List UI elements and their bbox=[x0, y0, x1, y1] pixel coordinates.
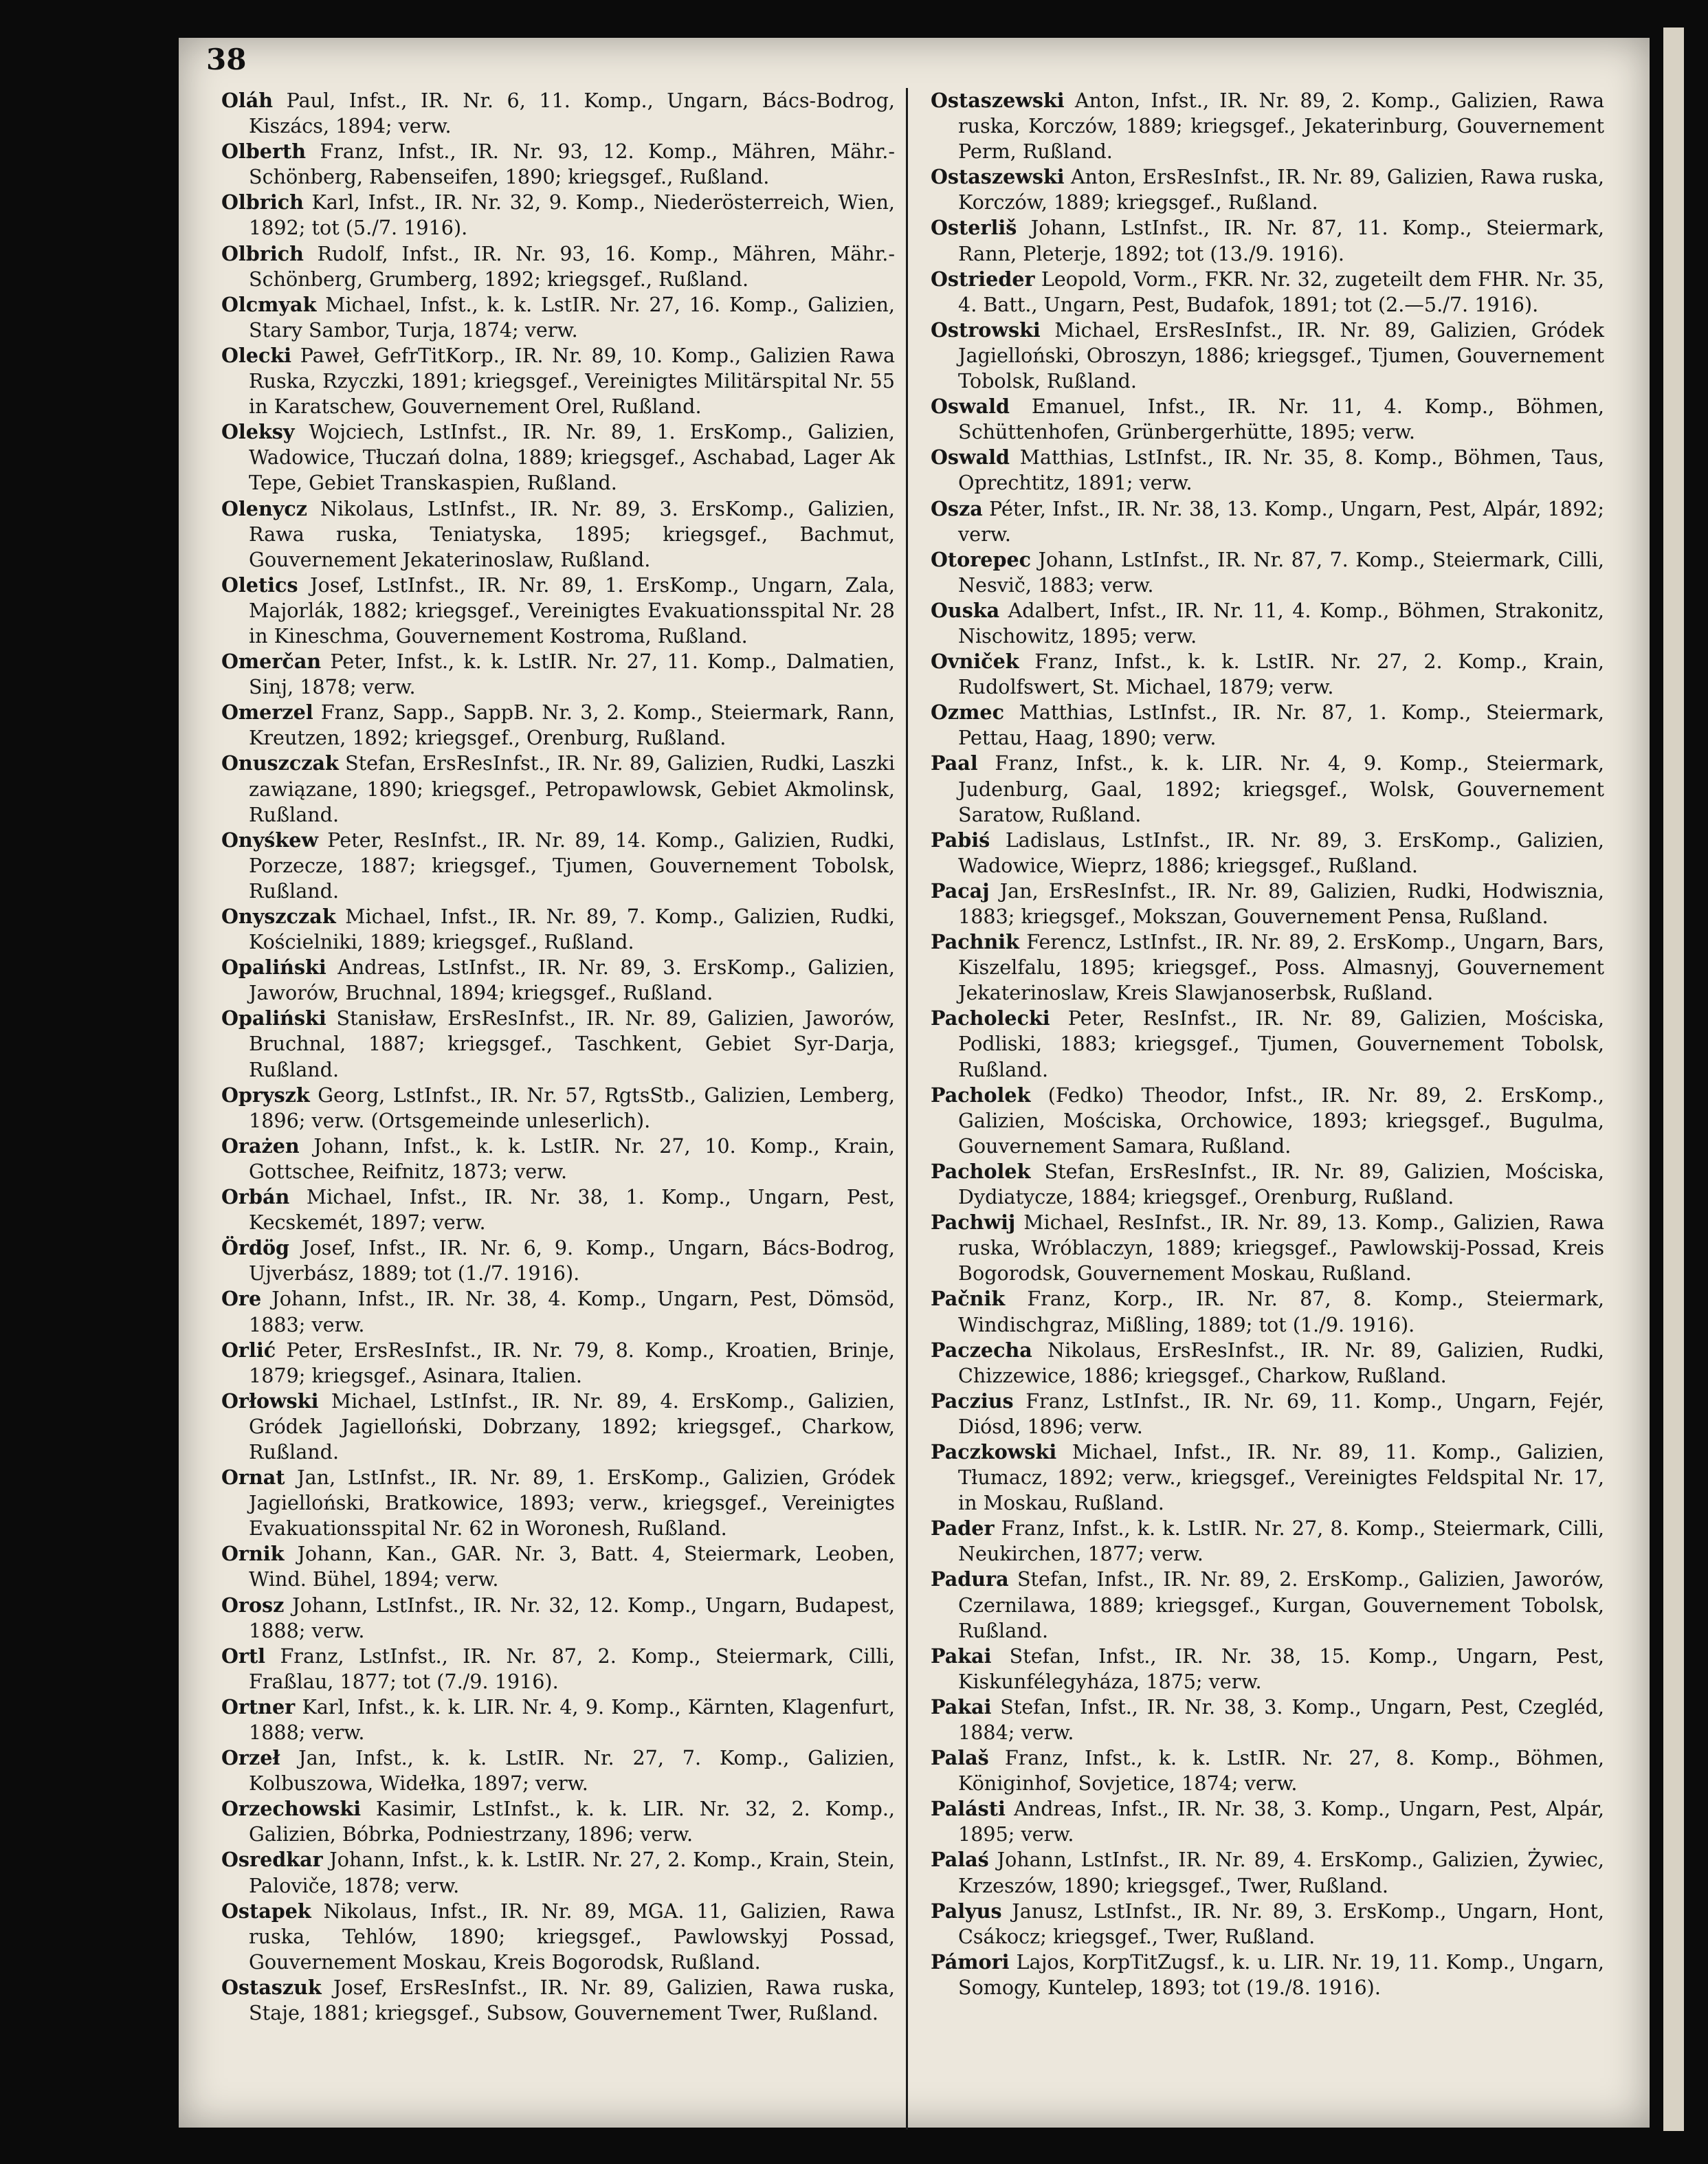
entry-surname: Ostrieder bbox=[931, 267, 1035, 291]
entry-surname: Omerzel bbox=[221, 700, 313, 725]
casualty-entry bbox=[931, 547, 1604, 598]
casualty-entry bbox=[221, 904, 895, 955]
entry-details: Josef, ErsResInfst., IR. Nr. 89, Galizien, Rawa ruska, Staje, 1881; kriegsgef., Subsow, Gouvernement Twer, Rußland. bbox=[249, 1975, 895, 2025]
entry-surname: Pachnik bbox=[931, 930, 1019, 954]
entry-surname: Palyus bbox=[931, 1899, 1002, 1923]
casualty-entry bbox=[931, 267, 1604, 318]
entry-details: Rudolf, Infst., IR. Nr. 93, 16. Komp., Mähren, Mähr.-Schönberg, Grumberg, 1892; kriegsgef., Rußland. bbox=[249, 241, 895, 291]
entry-surname: Oláh bbox=[221, 89, 274, 112]
entry-surname: Olenycz bbox=[221, 496, 308, 520]
entry-surname: Paal bbox=[931, 751, 978, 775]
casualty-entry bbox=[221, 828, 895, 904]
casualty-entry bbox=[221, 1465, 895, 1541]
entry-details: Jan, ErsResInfst., IR. Nr. 89, Galizien, Rudki, Hodwisznia, 1883; kriegsgef., Mokszan, Gouvernement Pensa, Rußland. bbox=[958, 879, 1604, 928]
entry-details: Franz, LstInfst., IR. Nr. 69, 11. Komp., Ungarn, Fejér, Diósd, 1896; verw. bbox=[958, 1389, 1604, 1438]
entry-details: Kasimir, LstInfst., k. k. LIR. Nr. 32, 2. Komp., Galizien, Bóbrka, Podniestrzany, 1896; verw. bbox=[249, 1797, 895, 1846]
entry-details: Peter, Infst., k. k. LstIR. Nr. 27, 11. Komp., Dalmatien, Sinj, 1878; verw. bbox=[249, 650, 895, 699]
entry-details: Emanuel, Infst., IR. Nr. 11, 4. Komp., Böhmen, Schüttenhofen, Grünbergerhütte, 1895; verw. bbox=[958, 395, 1604, 444]
entry-surname: Olcmyak bbox=[221, 292, 317, 316]
entry-details: Andreas, Infst., IR. Nr. 38, 3. Komp., Ungarn, Pest, Alpár, 1895; verw. bbox=[958, 1797, 1604, 1846]
casualty-entry bbox=[221, 1338, 895, 1389]
entry-surname: Ortl bbox=[221, 1644, 266, 1668]
casualty-entry bbox=[221, 1235, 895, 1286]
casualty-entry bbox=[221, 88, 895, 139]
entry-details: Stefan, Infst., IR. Nr. 38, 15. Komp., Ungarn, Pest, Kiskunfélegyháza, 1875; verw. bbox=[958, 1644, 1604, 1693]
entry-surname: Ostrowski bbox=[931, 318, 1041, 342]
entry-surname: Olecki bbox=[221, 343, 292, 367]
casualty-entry bbox=[931, 1159, 1604, 1210]
casualty-entry bbox=[931, 1210, 1604, 1286]
casualty-entry bbox=[221, 649, 895, 700]
entry-surname: Opaliński bbox=[221, 956, 326, 980]
casualty-entry bbox=[221, 1847, 895, 1898]
casualty-entry bbox=[931, 496, 1604, 547]
casualty-entry bbox=[221, 1286, 895, 1337]
entry-surname: Ornat bbox=[221, 1466, 285, 1490]
entry-surname: Pacholecki bbox=[931, 1006, 1050, 1030]
entry-surname: Paczkowski bbox=[931, 1439, 1057, 1464]
entry-surname: Orłowski bbox=[221, 1389, 319, 1413]
casualty-entry bbox=[931, 1950, 1604, 2000]
entry-details: Ferencz, LstInfst., IR. Nr. 89, 2. ErsKomp., Ungarn, Bars, Kiszelfalu, 1895; kriegsgef., Poss. Almasnyj, Gouvernement Jekaterinoslaw, Kreis Slawjanoserbsk, Rußland. bbox=[958, 930, 1605, 1005]
entry-details: Peter, ResInfst., IR. Nr. 89, Galizien, Mościska, Podliski, 1883; kriegsgef., Tjumen, Gouvernement Tobolsk, Rußland. bbox=[958, 1006, 1605, 1081]
entry-details: Karl, Infst., k. k. LIR. Nr. 4, 9. Komp., Kärnten, Klagenfurt, 1888; verw. bbox=[249, 1694, 896, 1744]
entry-details: Paweł, GefrTitKorp., IR. Nr. 89, 10. Komp., Galizien Rawa Ruska, Rzyczki, 1891; kriegsgef., Vereinigtes Militärspital Nr. 55 in Karatschew, Gouvernement Orel, Rußland. bbox=[249, 343, 895, 419]
casualty-entry bbox=[931, 751, 1604, 827]
entry-details: Franz, Infst., k. k. LstIR. Nr. 27, 8. Komp., Steiermark, Cilli, Neukirchen, 1877; verw. bbox=[958, 1516, 1604, 1566]
casualty-entry bbox=[931, 1644, 1604, 1694]
entry-details: Stefan, ErsResInfst., IR. Nr. 89, Galizien, Rudki, Laszki zawiązane, 1890; kriegsgef., Petropawlowsk, Gebiet Akmolinsk, Rußland. bbox=[249, 751, 895, 826]
casualty-entry bbox=[931, 1796, 1604, 1847]
entry-surname: Ostaszuk bbox=[221, 1975, 322, 1999]
entry-surname: Pámori bbox=[931, 1950, 1010, 1974]
entry-details: Stanisław, ErsResInfst., IR. Nr. 89, Galizien, Jaworów, Bruchnal, 1887; kriegsgef., Taschkent, Gebiet Syr-Darja, Rußland. bbox=[249, 1006, 895, 1081]
entry-details: Wojciech, LstInfst., IR. Nr. 89, 1. ErsKomp., Galizien, Wadowice, Tłuczań dolna, 1889; kriegsgef., Aschabad, Lager Ak Tepe, Gebiet Transkaspien, Rußland. bbox=[249, 420, 895, 495]
entry-details: Peter, ResInfst., IR. Nr. 89, 14. Komp., Galizien, Rudki, Porzecze, 1887; kriegsgef., Tjumen, Gouvernement Tobolsk, Rußland. bbox=[249, 828, 895, 903]
entry-surname: Oletics bbox=[221, 573, 298, 597]
entry-details: Johann, Infst., IR. Nr. 38, 4. Komp., Ungarn, Pest, Dömsöd, 1883; verw. bbox=[249, 1287, 895, 1336]
entry-details: Josef, Infst., IR. Nr. 6, 9. Komp., Ungarn, Bács-Bodrog, Ujverbász, 1889; tot (1./7. 1916). bbox=[249, 1236, 896, 1285]
casualty-entry bbox=[931, 1899, 1604, 1950]
entry-details: Andreas, LstInfst., IR. Nr. 89, 3. ErsKomp., Galizien, Jaworów, Bruchnal, 1894; kriegsgef., Rußland. bbox=[249, 956, 895, 1005]
entry-details: Michael, ResInfst., IR. Nr. 89, 13. Komp., Galizien, Rawa ruska, Wróblaczyn, 1889; kriegsgef., Pawlowskij-Possad, Kreis Bogorodsk, Gouvernement Moskau, Rußland. bbox=[958, 1211, 1604, 1285]
entry-details: Johann, LstInfst., IR. Nr. 89, 4. ErsKomp., Galizien, Żywiec, Krzeszów, 1890; kriegsgef., Twer, Rußland. bbox=[958, 1848, 1604, 1897]
entry-surname: Orażen bbox=[221, 1134, 300, 1158]
entry-details: Anton, ErsResInfst., IR. Nr. 89, Galizien, Rawa ruska, Korczów, 1889; kriegsgef., Rußland. bbox=[958, 165, 1604, 214]
entry-details: Franz, Infst., k. k. LstIR. Nr. 27, 2. Komp., Krain, Rudolfswert, St. Michael, 1879; verw. bbox=[958, 650, 1604, 699]
entry-details: Janusz, LstInfst., IR. Nr. 89, 3. ErsKomp., Ungarn, Hont, Csákocz; kriegsgef., Twer, Rußland. bbox=[958, 1899, 1604, 1948]
casualty-entry bbox=[221, 1134, 895, 1184]
entry-details: Adalbert, Infst., IR. Nr. 11, 4. Komp., Böhmen, Strakonitz, Nischowitz, 1895; verw. bbox=[958, 598, 1604, 648]
entry-details: Stefan, Infst., IR. Nr. 89, 2. ErsKomp., Galizien, Jaworów, Czernilawa, 1889; kriegsgef., Kurgan, Gouvernement Tobolsk, Rußland. bbox=[958, 1567, 1604, 1642]
casualty-entry bbox=[221, 1593, 895, 1644]
casualty-entry bbox=[221, 1644, 895, 1694]
column-divider bbox=[906, 88, 908, 2130]
entry-surname: Osza bbox=[931, 496, 983, 520]
entry-surname: Onyśkew bbox=[221, 828, 319, 852]
casualty-entry bbox=[931, 828, 1604, 879]
casualty-entry bbox=[931, 1389, 1604, 1439]
entry-details: Michael, Infst., IR. Nr. 38, 1. Komp., Ungarn, Pest, Kecskemét, 1897; verw. bbox=[249, 1185, 896, 1235]
entry-surname: Otorepec bbox=[931, 547, 1032, 571]
entry-surname: Oswald bbox=[931, 445, 1010, 470]
casualty-entry bbox=[221, 1796, 895, 1847]
entry-surname: Pacaj bbox=[931, 879, 990, 903]
casualty-entry bbox=[931, 1745, 1604, 1796]
casualty-entry bbox=[221, 241, 895, 292]
entry-details: Georg, LstInfst., IR. Nr. 57, RgtsStb., Galizien, Lemberg, 1896; verw. (Ortsgemeinde unleserlich). bbox=[249, 1083, 895, 1132]
entry-details: Franz, Infst., IR. Nr. 93, 12. Komp., Mähren, Mähr.-Schönberg, Rabenseifen, 1890; kriegsgef., Rußland. bbox=[249, 140, 895, 189]
entry-surname: Palaš bbox=[931, 1746, 989, 1770]
entry-surname: Pacholek bbox=[931, 1159, 1031, 1183]
entry-surname: Paczius bbox=[931, 1389, 1014, 1413]
entry-surname: Olbrich bbox=[221, 241, 304, 265]
entry-details: Stefan, ErsResInfst., IR. Nr. 89, Galizien, Mościska, Dydiatycze, 1884; kriegsgef., Orenburg, Rußland. bbox=[958, 1159, 1604, 1209]
entry-surname: Opaliński bbox=[221, 1006, 326, 1030]
casualty-entry bbox=[931, 649, 1604, 700]
entry-details: Franz, Infst., k. k. LIR. Nr. 4, 9. Komp., Steiermark, Judenburg, Gaal, 1892; kriegsgef., Wolsk, Gouvernement Saratow, Rußland. bbox=[958, 751, 1604, 826]
entry-surname: Ostapek bbox=[221, 1899, 311, 1923]
entry-surname: Ovniček bbox=[931, 650, 1019, 674]
entry-surname: Opryszk bbox=[221, 1083, 310, 1107]
entry-surname: Olbrich bbox=[221, 190, 304, 214]
casualty-entry bbox=[931, 394, 1604, 445]
entry-details: Nikolaus, LstInfst., IR. Nr. 89, 3. ErsKomp., Galizien, Rawa ruska, Teniatyska, 1895; kriegsgef., Bachmut, Gouvernement Jekaterinoslaw, Rußland. bbox=[249, 496, 895, 571]
entry-surname: Olberth bbox=[221, 140, 307, 164]
entry-details: Nikolaus, ErsResInfst., IR. Nr. 89, Galizien, Rudki, Chizzewice, 1886; kriegsgef., Charkow, Rußland. bbox=[958, 1338, 1605, 1387]
entry-surname: Ortner bbox=[221, 1694, 296, 1719]
casualty-entry bbox=[931, 164, 1604, 215]
casualty-entry bbox=[931, 929, 1604, 1006]
casualty-entry bbox=[221, 1184, 895, 1235]
entry-details: Michael, Infst., k. k. LstIR. Nr. 27, 16. Komp., Galizien, Stary Sambor, Turja, 1874; verw. bbox=[249, 292, 895, 342]
entry-surname: Ornik bbox=[221, 1542, 285, 1566]
entry-surname: Pacholek bbox=[931, 1083, 1031, 1107]
entry-surname: Oleksy bbox=[221, 420, 295, 444]
entry-surname: Ördög bbox=[221, 1236, 290, 1260]
casualty-entry bbox=[931, 1847, 1604, 1898]
entry-surname: Orzeł bbox=[221, 1746, 280, 1770]
entry-surname: Pačnik bbox=[931, 1287, 1006, 1311]
entry-surname: Orbán bbox=[221, 1185, 290, 1209]
casualty-entry bbox=[931, 1516, 1604, 1567]
entry-details: Franz, Infst., k. k. LstIR. Nr. 27, 8. Komp., Böhmen, Königinhof, Sovjetice, 1874; verw. bbox=[958, 1746, 1604, 1796]
entry-surname: Pachwij bbox=[931, 1211, 1016, 1235]
entry-details: Matthias, LstInfst., IR. Nr. 87, 1. Komp., Steiermark, Pettau, Haag, 1890; verw. bbox=[958, 700, 1604, 750]
left-column bbox=[221, 88, 895, 2026]
casualty-entry bbox=[931, 598, 1604, 649]
page-number: 38 bbox=[206, 43, 247, 76]
entry-details: Johann, LstInfst., IR. Nr. 32, 12. Komp., Ungarn, Budapest, 1888; verw. bbox=[249, 1593, 895, 1642]
entry-details: Franz, Korp., IR. Nr. 87, 8. Komp., Steiermark, Windischgraz, Mißling, 1889; tot (1./9. 1916). bbox=[958, 1287, 1604, 1336]
entry-details: Michael, ErsResInfst., IR. Nr. 89, Galizien, Gródek Jagielloński, Obroszyn, 1886; kriegsgef., Tjumen, Gouvernement Tobolsk, Rußland. bbox=[958, 318, 1605, 393]
casualty-entry bbox=[221, 1389, 895, 1465]
entry-details: Matthias, LstInfst., IR. Nr. 35, 8. Komp., Böhmen, Taus, Oprechtitz, 1891; verw. bbox=[958, 445, 1604, 495]
casualty-entry bbox=[221, 190, 895, 241]
entry-details: Johann, Kan., GAR. Nr. 3, Batt. 4, Steiermark, Leoben, Wind. Bühel, 1894; verw. bbox=[249, 1542, 895, 1591]
casualty-entry bbox=[221, 1745, 895, 1796]
entry-surname: Pader bbox=[931, 1516, 995, 1541]
casualty-entry bbox=[931, 1694, 1604, 1745]
entry-details: Péter, Infst., IR. Nr. 38, 13. Komp., Ungarn, Pest, Alpár, 1892; verw. bbox=[958, 496, 1605, 546]
entry-surname: Palásti bbox=[931, 1797, 1006, 1821]
casualty-entry bbox=[931, 1567, 1604, 1643]
entry-details: Paul, Infst., IR. Nr. 6, 11. Komp., Ungarn, Bács-Bodrog, Kiszács, 1894; verw. bbox=[249, 89, 896, 138]
entry-details: Michael, Infst., IR. Nr. 89, 7. Komp., Galizien, Rudki, Kościelniki, 1889; kriegsgef., Rußland. bbox=[249, 905, 895, 954]
entry-details: Michael, Infst., IR. Nr. 89, 11. Komp., Galizien, Tłumacz, 1892; verw., kriegsgef., Vereinigtes Feldspital Nr. 17, in Moskau, Rußland. bbox=[958, 1439, 1605, 1515]
entry-surname: Omerčan bbox=[221, 650, 322, 674]
casualty-entry bbox=[931, 445, 1604, 496]
entry-details: Jan, Infst., k. k. LstIR. Nr. 27, 7. Komp., Galizien, Kolbuszowa, Widełka, 1897; verw. bbox=[249, 1746, 895, 1796]
entry-surname: Oswald bbox=[931, 395, 1010, 419]
entry-surname: Padura bbox=[931, 1567, 1009, 1591]
adjacent-page-edge bbox=[1663, 27, 1684, 2131]
casualty-entry bbox=[221, 700, 895, 751]
entry-surname: Pakai bbox=[931, 1694, 992, 1719]
entry-details: Karl, Infst., IR. Nr. 32, 9. Komp., Niederösterreich, Wien, 1892; tot (5./7. 1916). bbox=[249, 190, 896, 240]
casualty-entry bbox=[931, 318, 1604, 394]
casualty-entry bbox=[221, 1541, 895, 1592]
entry-surname: Ostaszewski bbox=[931, 165, 1065, 189]
entry-details: Franz, Sapp., SappB. Nr. 3, 2. Komp., Steiermark, Rann, Kreutzen, 1892; kriegsgef., Orenburg, Rußland. bbox=[249, 700, 895, 750]
entry-details: Jan, LstInfst., IR. Nr. 89, 1. ErsKomp., Galizien, Gródek Jagielloński, Bratkowice, 1893; verw., kriegsgef., Vereinigtes Evakuationsspital Nr. 62 in Woronesh, Rußland. bbox=[249, 1466, 895, 1541]
casualty-entry bbox=[931, 700, 1604, 751]
entry-details: Michael, LstInfst., IR. Nr. 89, 4. ErsKomp., Galizien, Gródek Jagielloński, Dobrzany, 1892; kriegsgef., Charkow, Rußland. bbox=[249, 1389, 895, 1464]
entry-details: Lajos, KorpTitZugsf., k. u. LIR. Nr. 19, 11. Komp., Ungarn, Somogy, Kuntelep, 1893; tot (19./8. 1916). bbox=[958, 1950, 1604, 1999]
entry-surname: Osredkar bbox=[221, 1848, 323, 1872]
entry-surname: Paczecha bbox=[931, 1338, 1032, 1362]
entry-surname: Ouska bbox=[931, 598, 1000, 622]
entry-surname: Onyszczak bbox=[221, 905, 336, 928]
casualty-entry bbox=[221, 1975, 895, 2026]
casualty-entry bbox=[931, 1338, 1604, 1389]
entry-details: Johann, Infst., k. k. LstIR. Nr. 27, 2. Komp., Krain, Stein, Paloviče, 1878; verw. bbox=[249, 1848, 895, 1897]
entry-surname: Pakai bbox=[931, 1644, 992, 1668]
entry-surname: Ozmec bbox=[931, 700, 1005, 725]
casualty-entry bbox=[931, 215, 1604, 266]
casualty-entry bbox=[221, 1006, 895, 1082]
entry-surname: Orosz bbox=[221, 1593, 285, 1617]
entry-surname: Pabiś bbox=[931, 828, 990, 852]
entry-details: Johann, Infst., k. k. LstIR. Nr. 27, 10. Komp., Krain, Gottschee, Reifnitz, 1873; verw. bbox=[249, 1134, 895, 1183]
entry-details: Peter, ErsResInfst., IR. Nr. 79, 8. Komp., Kroatien, Brinje, 1879; kriegsgef., Asinara, Italien. bbox=[249, 1338, 896, 1387]
casualty-entry bbox=[931, 1083, 1604, 1159]
casualty-entry bbox=[931, 879, 1604, 929]
entry-surname: Ostaszewski bbox=[931, 89, 1065, 112]
casualty-entry bbox=[221, 1083, 895, 1134]
entry-details: Ladislaus, LstInfst., IR. Nr. 89, 3. ErsKomp., Galizien, Wadowice, Wieprz, 1886; kriegsgef., Rußland. bbox=[958, 828, 1604, 877]
casualty-entry bbox=[221, 751, 895, 827]
entry-details: Stefan, Infst., IR. Nr. 38, 3. Komp., Ungarn, Pest, Czegléd, 1884; verw. bbox=[958, 1694, 1604, 1744]
casualty-entry bbox=[931, 1286, 1604, 1337]
entry-details: (Fedko) Theodor, Infst., IR. Nr. 89, 2. ErsKomp., Galizien, Mościska, Orchowice, 1893; kriegsgef., Bugulma, Gouvernement Samara, Rußland. bbox=[958, 1083, 1605, 1158]
casualty-entry bbox=[221, 496, 895, 573]
casualty-entry bbox=[931, 88, 1604, 164]
casualty-entry bbox=[221, 955, 895, 1006]
entry-surname: Ore bbox=[221, 1287, 262, 1311]
casualty-entry bbox=[931, 1439, 1604, 1516]
casualty-entry bbox=[221, 292, 895, 343]
entry-surname: Onuszczak bbox=[221, 751, 339, 775]
entry-surname: Osterliš bbox=[931, 216, 1017, 240]
casualty-entry bbox=[221, 1899, 895, 1975]
casualty-entry bbox=[221, 139, 895, 190]
entry-details: Josef, LstInfst., IR. Nr. 89, 1. ErsKomp., Ungarn, Zala, Majorlák, 1882; kriegsgef., Vereinigtes Evakuationsspital Nr. 28 in Kineschma, Gouvernement Kostroma, Rußland. bbox=[249, 573, 895, 648]
entry-details: Johann, LstInfst., IR. Nr. 87, 11. Komp., Steiermark, Rann, Pleterje, 1892; tot (13./9. 1916). bbox=[958, 216, 1604, 265]
entry-surname: Orlić bbox=[221, 1338, 276, 1362]
right-column bbox=[931, 88, 1604, 2000]
entry-surname: Palaś bbox=[931, 1848, 989, 1872]
entry-surname: Orzechowski bbox=[221, 1797, 362, 1821]
casualty-entry bbox=[221, 1694, 895, 1745]
entry-details: Anton, Infst., IR. Nr. 89, 2. Komp., Galizien, Rawa ruska, Korczów, 1889; kriegsgef., Jekaterinburg, Gouvernement Perm, Rußland. bbox=[958, 89, 1605, 164]
casualty-entry bbox=[221, 573, 895, 649]
entry-details: Franz, LstInfst., IR. Nr. 87, 2. Komp., Steiermark, Cilli, Fraßlau, 1877; tot (7./9. 1916). bbox=[249, 1644, 895, 1693]
casualty-entry bbox=[221, 343, 895, 419]
casualty-entry bbox=[221, 419, 895, 496]
entry-details: Johann, LstInfst., IR. Nr. 87, 7. Komp., Steiermark, Cilli, Nesvič, 1883; verw. bbox=[958, 547, 1604, 597]
entry-details: Leopold, Vorm., FKR. Nr. 32, zugeteilt dem FHR. Nr. 35, 4. Batt., Ungarn, Pest, Budafok, 1891; tot (2.—5./7. 1916). bbox=[958, 267, 1605, 316]
entry-details: Nikolaus, Infst., IR. Nr. 89, MGA. 11, Galizien, Rawa ruska, Tehlów, 1890; kriegsgef., Pawlowskyj Possad, Gouvernement Moskau, Kreis Bogorodsk, Rußland. bbox=[249, 1899, 896, 1974]
casualty-entry bbox=[931, 1006, 1604, 1082]
